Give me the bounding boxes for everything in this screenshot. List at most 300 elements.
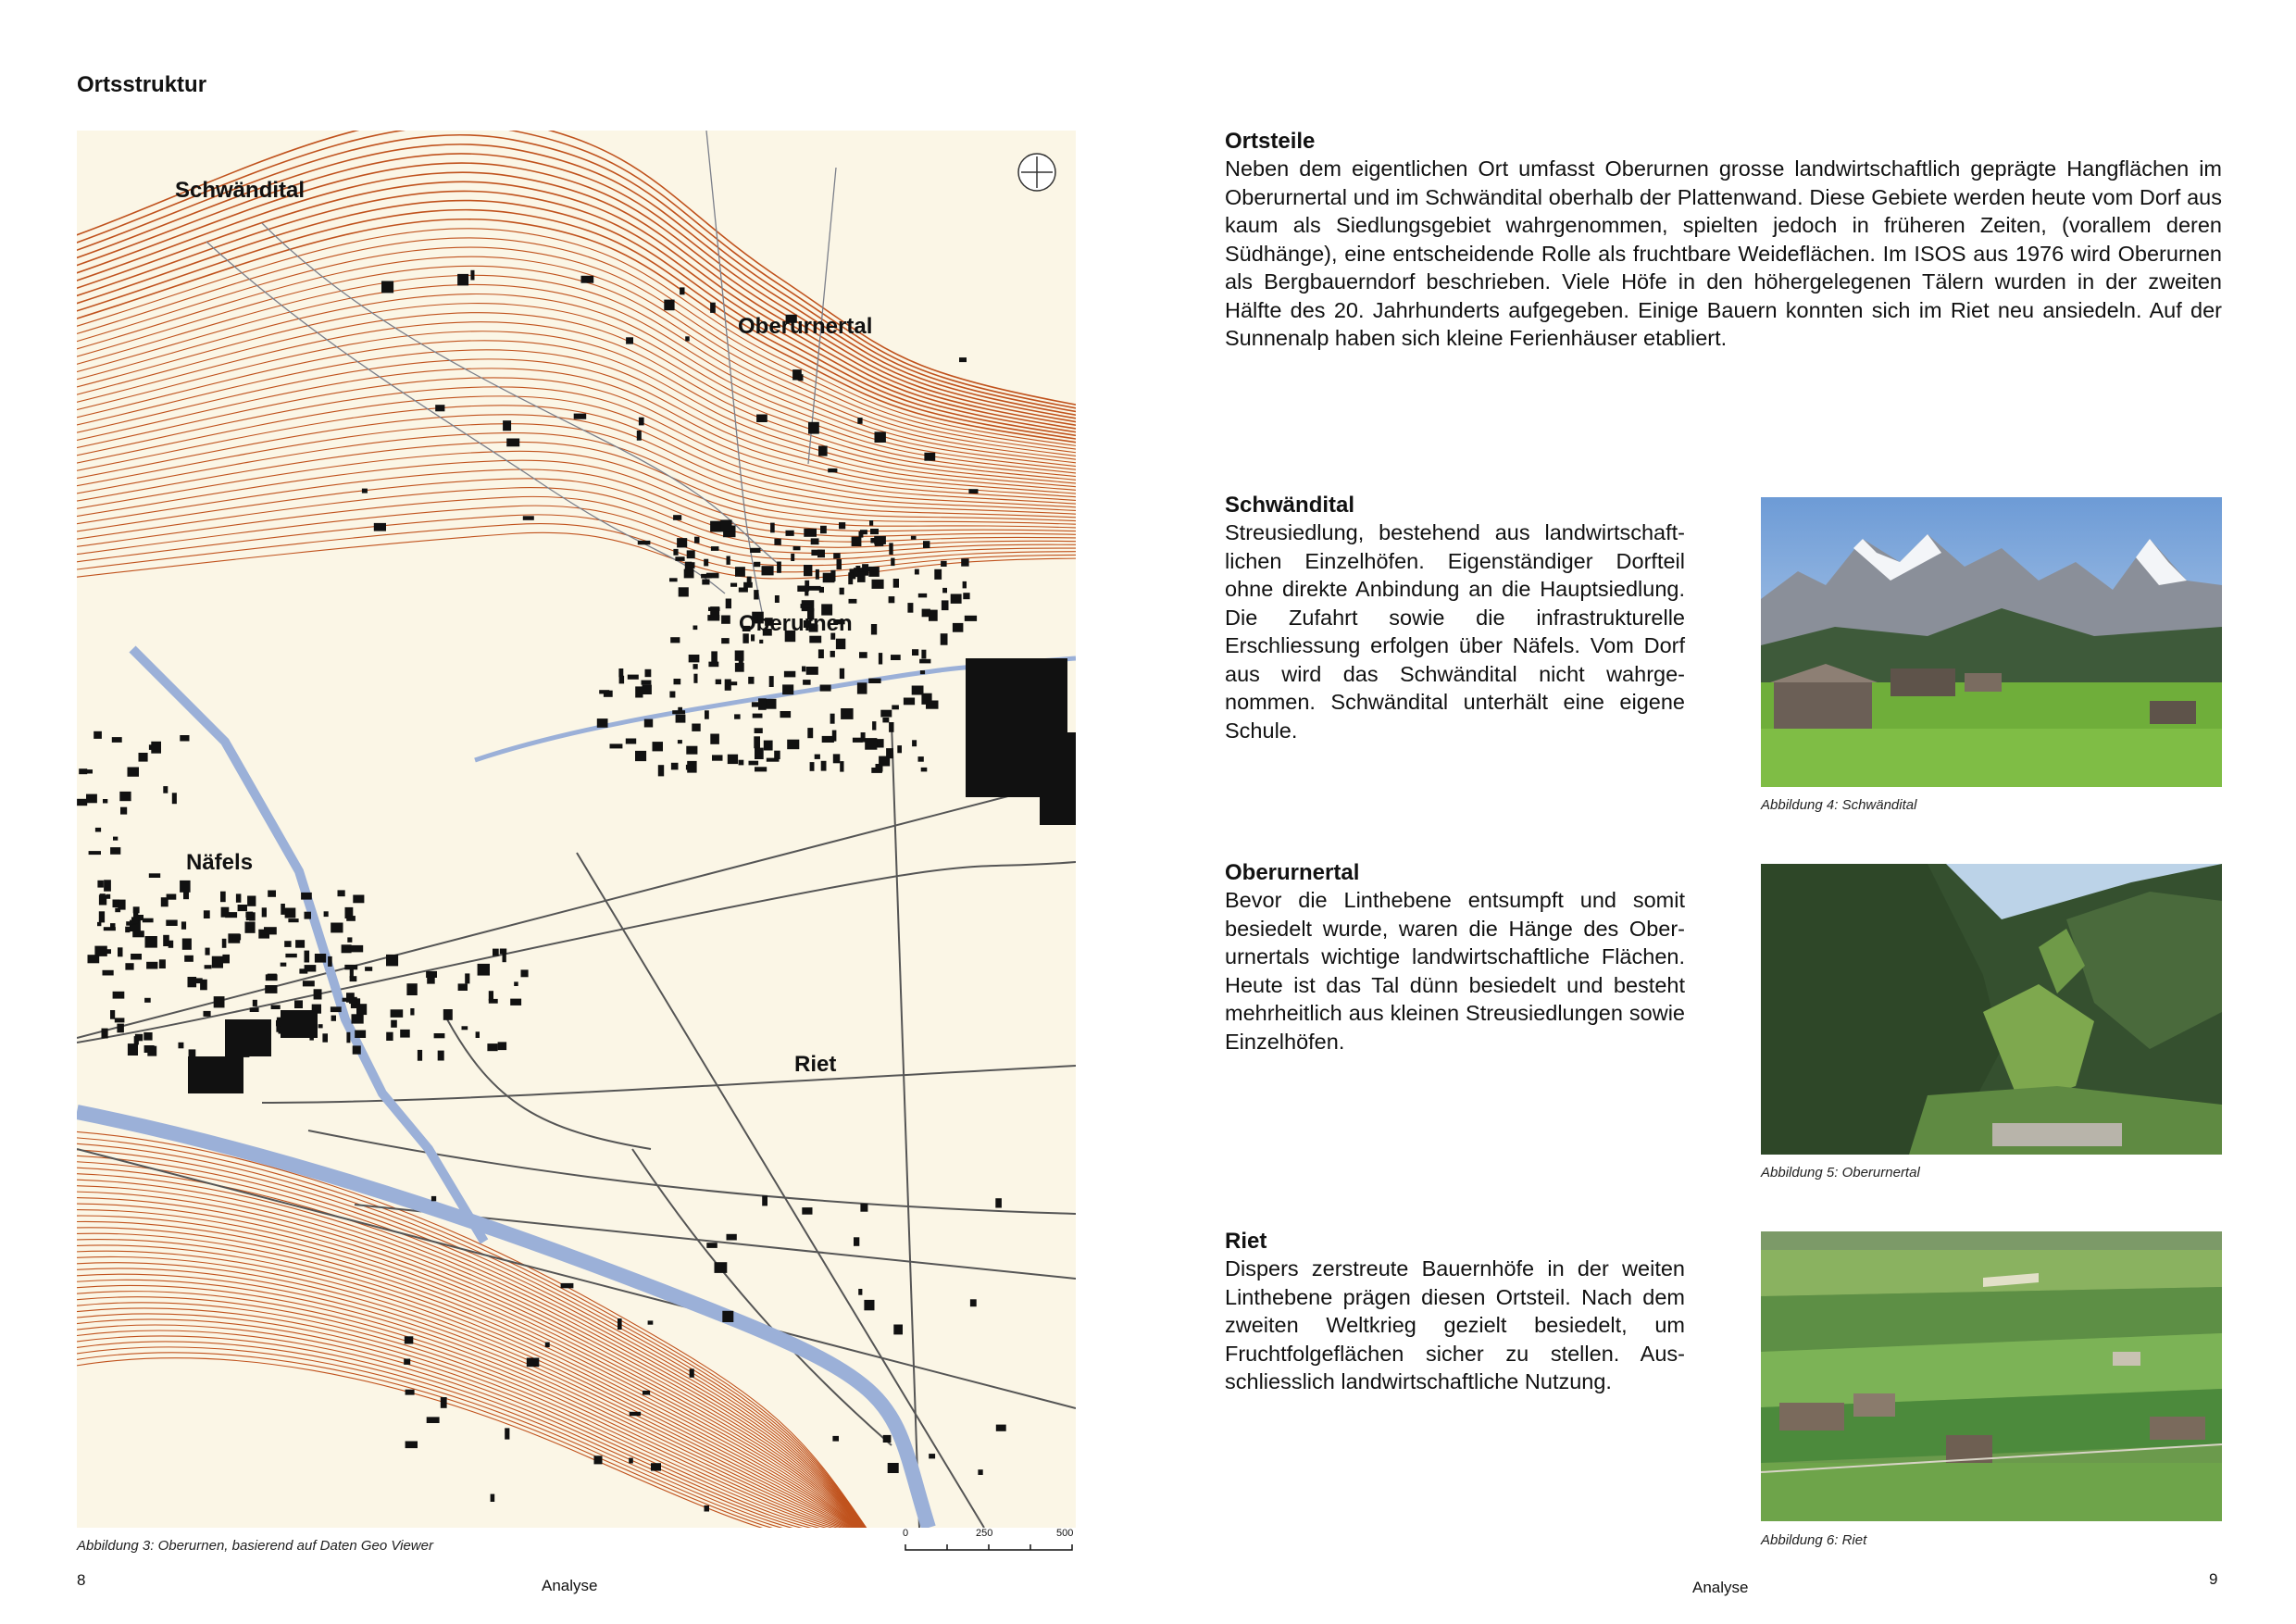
- building: [782, 684, 793, 694]
- building: [755, 748, 764, 759]
- building: [342, 944, 352, 953]
- map-label-oberurnertal: Oberurnertal: [738, 314, 873, 339]
- building: [356, 1004, 367, 1015]
- building: [79, 768, 87, 774]
- building: [837, 559, 842, 569]
- building: [498, 1042, 507, 1050]
- building: [690, 1368, 694, 1377]
- building: [410, 1008, 414, 1016]
- building: [618, 1318, 622, 1330]
- building: [857, 682, 867, 693]
- building: [503, 420, 511, 431]
- building: [669, 578, 678, 581]
- building: [855, 566, 860, 570]
- building: [250, 1007, 259, 1012]
- building: [888, 1463, 899, 1473]
- building: [857, 571, 866, 582]
- building: [871, 624, 877, 635]
- building: [222, 939, 227, 948]
- building: [747, 577, 752, 585]
- building: [716, 680, 721, 685]
- building: [692, 724, 700, 731]
- building: [859, 652, 867, 658]
- building: [912, 649, 918, 656]
- building: [830, 714, 835, 724]
- building: [505, 1428, 509, 1439]
- building: [144, 1045, 155, 1053]
- building: [630, 1412, 641, 1416]
- building: [120, 807, 127, 815]
- building: [238, 905, 247, 911]
- footer-right: Analyse: [1692, 1579, 1749, 1596]
- building: [104, 927, 116, 931]
- scale-tick-0: 0: [903, 1528, 909, 1539]
- building: [406, 983, 417, 995]
- building: [346, 1032, 350, 1043]
- building: [818, 649, 824, 658]
- building: [735, 567, 745, 577]
- building: [721, 616, 730, 624]
- industrial-building: [1040, 732, 1076, 825]
- building: [727, 556, 730, 565]
- building: [693, 664, 698, 669]
- building: [133, 912, 138, 923]
- building: [119, 792, 131, 801]
- building: [574, 414, 587, 419]
- building: [995, 1198, 1002, 1207]
- building: [879, 653, 882, 664]
- building: [673, 549, 678, 556]
- building: [774, 751, 780, 759]
- building: [832, 1436, 839, 1442]
- building: [721, 638, 730, 643]
- building: [857, 418, 862, 424]
- industrial-building: [188, 1056, 243, 1093]
- building: [365, 967, 372, 971]
- building: [643, 685, 652, 694]
- building: [113, 837, 118, 841]
- building: [113, 992, 125, 999]
- industrial-building: [225, 1019, 271, 1056]
- building: [664, 300, 674, 311]
- building: [870, 529, 879, 534]
- building: [868, 679, 880, 683]
- building: [865, 738, 877, 750]
- building: [523, 516, 534, 520]
- building: [149, 873, 160, 878]
- building: [929, 1454, 935, 1458]
- building: [775, 595, 780, 603]
- building: [693, 674, 697, 683]
- building: [88, 955, 100, 963]
- building: [806, 667, 818, 675]
- building: [285, 908, 296, 918]
- building: [253, 1000, 257, 1006]
- building: [435, 405, 444, 411]
- building: [314, 989, 322, 999]
- section-title-schwaenditul: Schwändital: [1225, 493, 1355, 518]
- building: [893, 579, 899, 588]
- building: [883, 1435, 892, 1443]
- building: [849, 599, 857, 604]
- building: [214, 996, 225, 1007]
- map-label-naefels: Näfels: [186, 850, 254, 875]
- building: [561, 1283, 574, 1288]
- building: [629, 1458, 633, 1464]
- building: [730, 583, 737, 587]
- building: [381, 281, 393, 294]
- building: [677, 538, 687, 547]
- building: [264, 927, 277, 934]
- building: [836, 639, 845, 650]
- building: [204, 910, 210, 918]
- building: [268, 891, 276, 897]
- building: [353, 895, 364, 904]
- building: [749, 761, 759, 766]
- photo-schwaenditul: [1761, 497, 2222, 787]
- building: [489, 999, 498, 1004]
- building: [315, 954, 326, 963]
- building: [281, 904, 285, 915]
- building: [787, 740, 799, 750]
- building: [854, 1237, 859, 1246]
- building: [833, 553, 841, 558]
- building: [97, 922, 101, 926]
- building: [117, 1024, 123, 1033]
- building: [748, 677, 754, 684]
- building: [859, 531, 864, 538]
- map-label-riet: Riet: [794, 1052, 837, 1077]
- building: [406, 1442, 418, 1449]
- building: [674, 679, 681, 684]
- building: [965, 616, 977, 621]
- building: [104, 880, 111, 891]
- photo-oberurnertal: [1761, 864, 2222, 1155]
- building: [180, 881, 191, 893]
- building: [805, 585, 808, 595]
- building: [172, 793, 177, 804]
- building: [720, 519, 731, 531]
- building: [671, 763, 679, 770]
- building: [702, 580, 709, 585]
- section-title-oberurnertal: Oberurnertal: [1225, 860, 1360, 885]
- building: [103, 799, 107, 804]
- building: [816, 569, 819, 580]
- building: [245, 922, 256, 933]
- building: [77, 799, 87, 806]
- building: [672, 710, 685, 714]
- building: [143, 918, 154, 923]
- building: [780, 711, 792, 718]
- building: [810, 762, 815, 771]
- building: [179, 1043, 184, 1049]
- building: [350, 976, 357, 981]
- building: [907, 603, 913, 613]
- building: [391, 1020, 397, 1028]
- building: [704, 559, 708, 567]
- building: [807, 728, 813, 738]
- building: [146, 962, 157, 969]
- building: [182, 939, 192, 950]
- building: [710, 734, 719, 744]
- caption-oberurnertal: Abbildung 5: Oberurnertal: [1761, 1165, 1920, 1181]
- building: [924, 453, 935, 461]
- building: [462, 1026, 468, 1030]
- building: [443, 1009, 453, 1020]
- building: [487, 1043, 497, 1051]
- building: [352, 1014, 364, 1023]
- industrial-building: [281, 1010, 318, 1038]
- building: [102, 1029, 108, 1039]
- building: [970, 1299, 977, 1306]
- building: [653, 742, 664, 751]
- building: [637, 431, 642, 441]
- building: [840, 761, 843, 772]
- building: [163, 786, 168, 793]
- building: [151, 742, 161, 754]
- building: [830, 651, 835, 657]
- building: [338, 890, 345, 896]
- building: [434, 1033, 445, 1038]
- building: [610, 743, 623, 748]
- building: [919, 659, 930, 664]
- building: [784, 671, 795, 678]
- building: [168, 941, 174, 948]
- building: [798, 374, 803, 381]
- building: [303, 981, 315, 986]
- section-text-oberurnertal: Bevor die Linthebene entsumpft und somit besiedelt wurde, waren die Hänge des Oberurnertals wichtige landwirtschaftliche Flächen. Heute ist das Tal dünn besiedelt und besteht mehrheitlich aus kleinen Streusiedlungen sowie Einzelhöfen.: [1225, 888, 1685, 1054]
- building: [708, 662, 718, 668]
- building: [95, 828, 101, 832]
- building: [514, 981, 518, 986]
- building: [284, 941, 291, 947]
- building: [676, 715, 686, 723]
- building: [710, 521, 721, 532]
- building: [626, 337, 633, 344]
- footer-left: Analyse: [542, 1577, 598, 1594]
- building: [635, 686, 643, 697]
- building: [918, 593, 927, 598]
- map-label-schwaenditul: Schwändital: [175, 178, 306, 203]
- building: [431, 1196, 436, 1201]
- building: [978, 1469, 982, 1475]
- building: [506, 439, 519, 447]
- building: [128, 768, 140, 777]
- building: [599, 690, 609, 693]
- building: [911, 536, 917, 540]
- building: [324, 911, 329, 917]
- building: [353, 1045, 361, 1054]
- building: [349, 997, 357, 1004]
- building: [276, 1026, 281, 1032]
- building: [711, 546, 719, 551]
- building: [362, 489, 368, 493]
- building: [626, 739, 636, 744]
- building: [735, 651, 744, 661]
- building: [247, 896, 256, 906]
- building: [184, 956, 193, 962]
- building: [753, 714, 763, 718]
- building: [802, 667, 805, 672]
- building: [144, 1032, 152, 1041]
- building: [331, 1016, 336, 1021]
- building: [764, 741, 773, 751]
- section-text-schwaenditul: Streusiedlung, bestehend aus landwirtschaftlichen Einzelhöfen. Eigenständiger Dorfteil ohne direkte Anbindung an die Hauptsiedlung. Die Zufahrt sowie die infrastrukturelle Erschliessung erfolgen über Näfels. Vom Dorf aus wird das Schwändital nicht wahrgenommen. Schwändital unterhält eine eigene Schule.: [1225, 520, 1685, 743]
- building: [285, 954, 296, 957]
- map-label-oberurnen: Oberurnen: [739, 611, 853, 636]
- building: [820, 685, 831, 692]
- building: [722, 1311, 733, 1322]
- building: [406, 1390, 415, 1395]
- building: [647, 721, 652, 726]
- building: [581, 276, 594, 283]
- building: [921, 768, 928, 772]
- building: [804, 529, 817, 537]
- scale-tick-250: 250: [976, 1528, 993, 1539]
- building: [635, 751, 646, 761]
- building: [793, 546, 801, 550]
- building: [271, 1006, 281, 1010]
- building: [756, 415, 767, 423]
- building: [968, 489, 978, 493]
- building: [193, 978, 203, 983]
- building: [236, 893, 242, 902]
- building: [808, 422, 819, 434]
- building: [821, 761, 827, 771]
- building: [934, 569, 942, 580]
- building: [685, 562, 693, 574]
- building: [438, 1051, 444, 1061]
- building: [521, 969, 529, 977]
- map-caption: Abbildung 3: Oberurnen, basierend auf Daten Geo Viewer: [77, 1538, 433, 1554]
- building: [405, 1336, 414, 1343]
- building: [904, 698, 915, 706]
- building: [669, 692, 675, 698]
- building: [183, 892, 189, 899]
- building: [510, 999, 521, 1006]
- building: [97, 881, 104, 888]
- building: [915, 569, 919, 575]
- building: [758, 698, 767, 710]
- building: [619, 676, 625, 684]
- building: [852, 537, 862, 546]
- building: [232, 934, 241, 941]
- building: [848, 572, 853, 584]
- building: [670, 637, 680, 643]
- building: [921, 650, 926, 659]
- building: [301, 893, 312, 900]
- building: [687, 550, 695, 558]
- building: [465, 973, 469, 983]
- building: [322, 1033, 328, 1042]
- building: [134, 1036, 139, 1044]
- building: [346, 916, 356, 921]
- building: [752, 702, 759, 706]
- building: [840, 588, 844, 595]
- building: [889, 596, 895, 603]
- building: [597, 718, 608, 728]
- building: [106, 894, 111, 899]
- building: [645, 669, 652, 677]
- building: [344, 965, 357, 969]
- building: [803, 680, 811, 685]
- building: [427, 1417, 440, 1423]
- building: [872, 580, 884, 589]
- building: [139, 753, 148, 762]
- building: [874, 536, 886, 544]
- building: [809, 586, 821, 591]
- building: [220, 892, 226, 903]
- building: [386, 955, 398, 967]
- building: [727, 1234, 737, 1241]
- building: [94, 731, 102, 739]
- building: [786, 531, 794, 536]
- building: [942, 588, 947, 593]
- building: [777, 562, 781, 573]
- building: [897, 745, 902, 753]
- building: [132, 931, 144, 937]
- building: [89, 851, 101, 855]
- building: [734, 714, 741, 718]
- building: [996, 1425, 1006, 1431]
- building: [818, 446, 828, 456]
- building: [728, 755, 738, 764]
- building: [809, 636, 821, 643]
- building: [628, 675, 639, 680]
- page-title: Ortsstruktur: [77, 72, 207, 97]
- building: [828, 468, 837, 472]
- building: [679, 587, 689, 596]
- building: [305, 951, 310, 963]
- section-text-riet: Dispers zerstreute Bauernhöfe in der weiten Linthebene prägen diesen Ortsteil. Nach dem zweiten Weltkrieg gezielt besiedelt, um Fruchtfolgeflächen sicher zu stellen. Ausschliesslich landwirtschaftliche Nutzung.: [1225, 1256, 1685, 1393]
- building: [963, 593, 969, 599]
- building: [245, 912, 253, 918]
- building: [351, 945, 363, 953]
- building: [206, 948, 210, 956]
- building: [882, 718, 889, 722]
- building: [110, 847, 120, 855]
- building: [889, 543, 892, 555]
- building: [754, 590, 758, 599]
- building: [125, 963, 133, 969]
- building: [864, 1300, 874, 1310]
- topographic-map[interactable]: [77, 131, 1076, 1528]
- building: [673, 515, 681, 520]
- building: [144, 998, 151, 1003]
- building: [755, 767, 767, 771]
- building: [651, 1463, 661, 1470]
- building: [963, 581, 967, 589]
- building: [869, 520, 873, 526]
- building: [762, 1195, 767, 1206]
- building: [710, 303, 716, 313]
- building: [705, 1505, 710, 1512]
- building: [86, 794, 97, 804]
- building: [879, 756, 890, 767]
- building: [759, 640, 763, 643]
- building: [212, 956, 223, 968]
- building: [180, 735, 189, 742]
- building: [386, 1032, 393, 1041]
- intro-text: Neben dem eigentlichen Ort umfasst Oberurnen grosse landwirtschaftlich geprägte Hangflächen im Oberurnertal und im Schwändital oberhalb der Plattenwand. Diese Gebiete werden heute vom Dorf aus kaum als Siedlungsgebiet wahrgenommen, spielten jedoch in früheren Zeiten, (vorallem deren Südhänge), eine entscheidende Rolle als fruchtbare Weideflächen. Im ISOS aus 1976 wird Oberurnen als Bergbauerndorf beschrieben. Viele Höfe in den höhergelegenen Tälern wurden in der zweiten Hälfte des 20. Jahrhunderts aufgegeben. Einige Bauern konnten sich im Riet neu ansiedeln. Auf der Sunnenalp haben sich kleine Ferienhäuser etabliert.: [1225, 156, 2222, 350]
- building: [926, 701, 939, 709]
- building: [115, 1018, 125, 1022]
- building: [860, 1204, 867, 1212]
- building: [643, 1391, 650, 1395]
- building: [892, 706, 899, 710]
- building: [205, 965, 212, 968]
- building: [103, 970, 114, 976]
